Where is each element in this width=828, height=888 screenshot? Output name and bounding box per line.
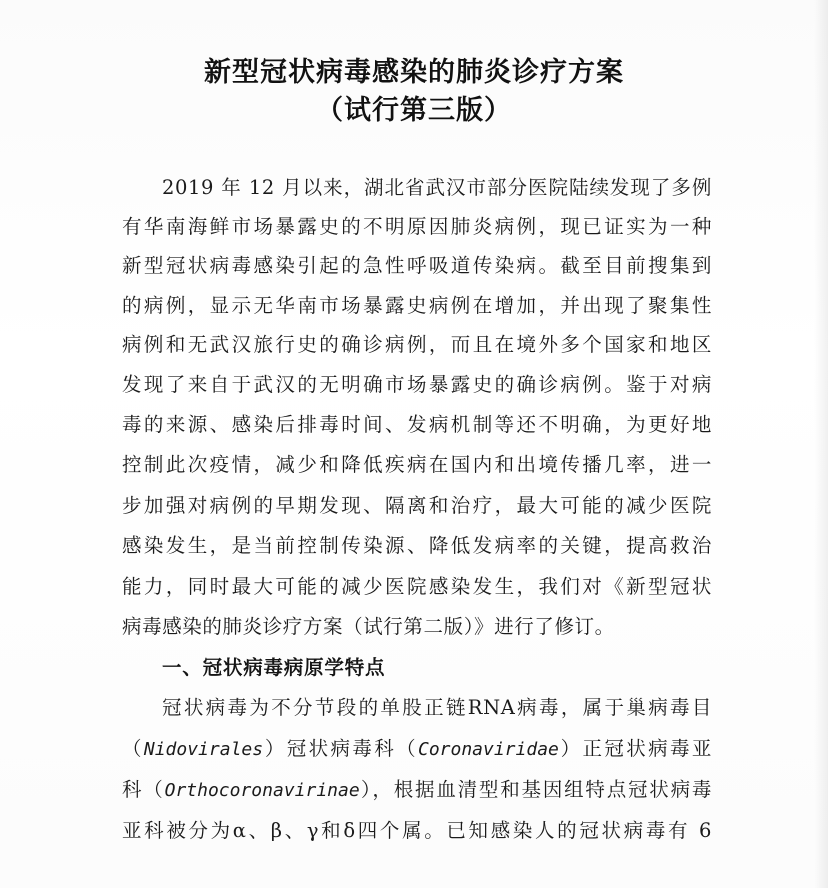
document-subtitle: （试行第三版） (316, 95, 512, 126)
text-fragment: ），根据血清型和基因组特点冠状病毒 (359, 778, 713, 801)
para1-line: 的病例，显示无华南市场暴露史病例在增加，并出现了聚集性 (122, 294, 712, 317)
para2-line (122, 733, 712, 761)
para2-line (122, 774, 712, 802)
latin-taxon: Orthocoronavirinae (164, 780, 360, 801)
para1-line: 病例和无武汉旅行史的确诊病例，而且在境外多个国家和地区 (122, 333, 712, 356)
para1-line: 毒的来源、感染后排毒时间、发病机制等还不明确，为更好地 (122, 413, 712, 436)
para1-line: 控制此次疫情，减少和降低疾病在国内和出境传播几率，进一 (122, 453, 712, 476)
text-fragment: 科（ (122, 778, 165, 801)
para1-line: 感染发生，是当前控制传染源、降低发病率的关键，提高救治 (122, 534, 712, 557)
document-title: 新型冠状病毒感染的肺炎诊疗方案 (204, 57, 624, 88)
para1-line-last: 病毒感染的肺炎诊疗方案（试行第二版）》进行了修订。 (122, 615, 615, 638)
para2-line: 亚科被分为α、β、γ和δ四个属。已知感染人的冠状病毒有 6 (122, 819, 712, 842)
para2-line: 冠状病毒为不分节段的单股正链RNA病毒，属于巢病毒目 (162, 696, 712, 719)
para1-line: 步加强对病例的早期发现、隔离和治疗，最大可能的减少医院 (122, 494, 712, 517)
para1-line: 新型冠状病毒感染引起的急性呼吸道传染病。截至目前搜集到 (122, 254, 712, 277)
text-fragment: （ (122, 737, 144, 760)
text-fragment: ）正冠状病毒亚 (558, 737, 712, 760)
latin-taxon: Nidovirales (143, 739, 264, 760)
section-heading: 一、冠状病毒病原学特点 (162, 656, 386, 679)
page-edge-shadow (814, 0, 828, 888)
para1-line: 发现了来自于武汉的无明确市场暴露史的确诊病例。鉴于对病 (122, 373, 712, 396)
para1-line: 有华南海鲜市场暴露史的不明原因肺炎病例，现已证实为一种 (122, 215, 712, 238)
latin-taxon: Coronaviridae (417, 739, 559, 760)
para1-line: 2019 年 12 月以来，湖北省武汉市部分医院陆续发现了多例 (162, 176, 712, 199)
para1-line: 能力，同时最大可能的减少医院感染发生，我们对《新型冠状 (122, 575, 712, 598)
text-fragment: ）冠状病毒科（ (263, 737, 418, 760)
